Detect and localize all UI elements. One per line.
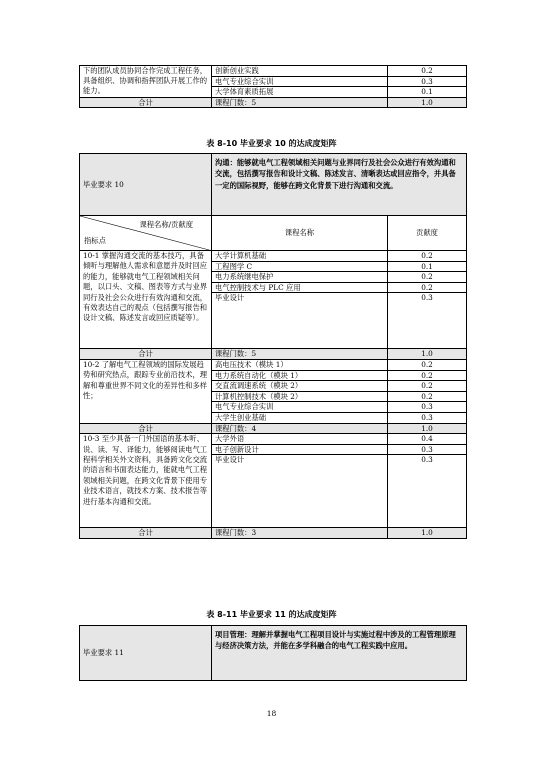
requirement-row (80, 154, 467, 216)
course-name: 电气专业综合实训 (212, 76, 388, 87)
course-name: 电气专业综合实训 (212, 402, 388, 413)
requirement-label: 毕业要求 11 (80, 626, 212, 681)
total-count: 课程门数：3 (212, 528, 388, 539)
requirement-10-table (79, 153, 467, 539)
page-number: 18 (266, 709, 277, 718)
table-row (80, 251, 467, 262)
course-name: 工程图学 C (212, 261, 388, 272)
requirement-text: 沟通：能够就电气工程领域相关问题与业界同行及社会公众进行有效沟通和交流，包括撰写报告和设计文稿、陈述发言、清晰表达或回应指令，并具备一定的国际视野，能够在跨文化背景下进行沟通和交流。 (212, 154, 467, 216)
course-name: 电气控制技术与 PLC 应用 (212, 282, 388, 293)
header-row (80, 216, 467, 251)
requirement-11-table (79, 625, 467, 681)
total-value: 1.0 (388, 349, 467, 360)
diagonal-header (80, 216, 212, 251)
total-count: 课程门数：5 (212, 349, 388, 360)
requirement-row (80, 626, 467, 681)
total-row (80, 423, 467, 434)
course-name: 大学计算机基础 (212, 251, 388, 262)
total-value: 1.0 (388, 528, 467, 539)
course-name: 毕业设计 (212, 455, 388, 528)
course-name: 电力系统自动化（模块 1） (212, 370, 388, 381)
course-value: 0.2 (388, 251, 467, 262)
total-count: 课程门数：5 (212, 97, 388, 108)
course-value: 0.3 (388, 455, 467, 528)
indicator-cell: 10-2 了解电气工程领域的国际发展趋势和研究热点，跟踪专业前沿技术，理解和尊重世界不同文化的差异性和多样性； (80, 359, 212, 423)
course-name: 高电压技术（模块 1） (212, 359, 388, 370)
requirement-text: 项目管理：理解并掌握电气工程项目设计与实施过程中涉及的工程管理原理与经济决策方法，并能在多学科融合的电气工程实践中应用。 (212, 626, 467, 681)
table-row (80, 434, 467, 445)
course-value: 0.3 (388, 412, 467, 423)
course-value: 0.2 (388, 66, 467, 77)
course-value: 0.2 (388, 381, 467, 392)
course-name: 计算机控制技术（模块 2） (212, 391, 388, 402)
total-label: 合计 (80, 528, 212, 539)
course-name: 电子创新设计 (212, 444, 388, 455)
indicator-cell: 10-1 掌握沟通交流的基本技巧，具备倾听与理解他人需求和意愿并及时回应的能力，能够就电气工程领域相关问题，以口头、文稿、图表等方式与业界同行及社会公众进行有效沟通和交流，有效表达自己的观点（包括撰写报告和设计文稿、陈述发言或回应质疑等）。 (80, 251, 212, 349)
course-value: 0.3 (388, 402, 467, 413)
course-name: 创新创业实践 (212, 66, 388, 77)
total-label: 合计 (80, 97, 212, 108)
top-table (79, 65, 467, 108)
course-value: 0.2 (388, 391, 467, 402)
total-value: 1.0 (388, 97, 467, 108)
table-caption: 表 8-11 毕业要求 11 的达成度矩阵 (206, 610, 337, 619)
table-caption: 表 8-10 毕业要求 10 的达成度矩阵 (206, 139, 337, 148)
course-name: 交直流调速系统（模块 2） (212, 381, 388, 392)
course-name: 大学外语 (212, 434, 388, 445)
total-row (80, 528, 467, 539)
course-value: 0.1 (388, 87, 467, 98)
indicator-cell: 10-3 至少具备一门外国语的基本听、说、读、写、译能力，能够阅读电气工程科学相关外文资料，具备跨文化交流的语言和书面表达能力，能就电气工程领域相关问题，在跨文化背景下使用专业技术语言，就技术方案、技术报告等进行基本沟通和交流。 (80, 434, 212, 528)
total-row (80, 97, 467, 108)
course-value: 0.2 (388, 272, 467, 283)
header-value: 贡献度 (388, 216, 467, 251)
course-value: 0.3 (388, 444, 467, 455)
total-value: 1.0 (388, 423, 467, 434)
course-name: 电力系统继电保护 (212, 272, 388, 283)
course-value: 0.2 (388, 282, 467, 293)
indicator-cell: 下的团队成员协同合作完成工程任务，具备组织、协调和指挥团队开展工作的能力。 (80, 66, 212, 98)
total-count: 课程门数：4 (212, 423, 388, 434)
course-value: 0.4 (388, 434, 467, 445)
course-value: 0.3 (388, 293, 467, 349)
requirement-label: 毕业要求 10 (80, 154, 212, 216)
header-diag-top: 课程名称/贡献度 (139, 220, 193, 229)
header-diag-bottom: 指标点 (84, 236, 106, 246)
total-row (80, 349, 467, 360)
course-value: 0.1 (388, 261, 467, 272)
table-row (80, 359, 467, 370)
table-row (80, 66, 467, 77)
course-name: 大学体育素质拓展 (212, 87, 388, 98)
course-name: 大学生创业基础 (212, 412, 388, 423)
course-name: 毕业设计 (212, 293, 388, 349)
header-course: 课程名称 (212, 216, 388, 251)
course-value: 0.2 (388, 359, 467, 370)
course-value: 0.3 (388, 76, 467, 87)
total-label: 合计 (80, 349, 212, 360)
total-label: 合计 (80, 423, 212, 434)
course-value: 0.2 (388, 370, 467, 381)
